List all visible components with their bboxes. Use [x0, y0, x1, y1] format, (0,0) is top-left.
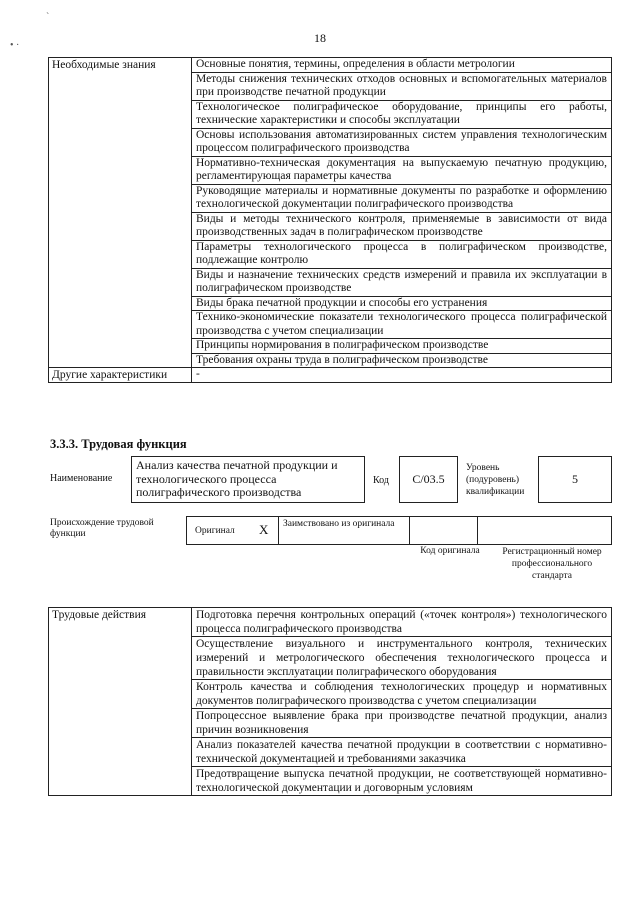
level-value: 5: [572, 472, 578, 486]
original-mark: X: [259, 522, 269, 537]
knowledge-item: Принципы нормирования в полиграфическом производстве: [192, 339, 612, 354]
divider: [409, 517, 410, 544]
section-title: 3.3.3. Трудовая функция: [50, 437, 187, 451]
knowledge-item: Основы использования автоматизированных систем управления технологическим процессом полиграфического производства: [192, 128, 612, 156]
actions-table: [48, 607, 612, 796]
level-box: [538, 456, 612, 503]
knowledge-item: Виды и назначение технических средств измерений и правила их эксплуатации в полиграфическом производстве: [192, 268, 612, 296]
action-item: Контроль качества и соблюдения технологических процедур и нормативных документов полиграфического производства с учетом специализации: [192, 680, 612, 709]
code-original-label: Код оригинала: [420, 546, 480, 556]
other-value: -: [192, 368, 612, 383]
scan-mark: • ·: [10, 40, 20, 51]
code-value: C/03.5: [412, 472, 445, 486]
knowledge-item: Виды брака печатной продукции и способы его устранения: [192, 296, 612, 311]
action-item: Подготовка перечня контрольных операций («точек контроля») технологического процесса полиграфического производства: [192, 608, 612, 637]
knowledge-item: Руководящие материалы и нормативные документы по разработке и оформлению технологической документации полиграфического производства: [192, 184, 612, 212]
knowledge-item: Параметры технологического процесса в полиграфическом производстве, подлежащие контролю: [192, 240, 612, 268]
knowledge-item: Виды и методы технического контроля, применяемые в зависимости от вида производственных задач в полиграфическом производстве: [192, 212, 612, 240]
knowledge-item: Требования охраны труда в полиграфическом производстве: [192, 353, 612, 368]
action-item: Попроцессное выявление брака при производстве печатной продукции, анализ причин возникновения: [192, 709, 612, 738]
knowledge-item: Технико-экономические показатели технологического процесса полиграфической производства с учетом специализации: [192, 311, 612, 339]
knowledge-item: Нормативно-техническая документация на выпускаемую печатную продукцию, регламентирующая параметры качества: [192, 156, 612, 184]
knowledge-table: [48, 57, 612, 383]
action-item: Предотвращение выпуска печатной продукции, не соответствующей нормативно-технологической документации и договорным условиям: [192, 767, 612, 796]
name-box: [131, 456, 365, 503]
actions-label: Трудовые действия: [49, 608, 192, 796]
knowledge-item: Основные понятия, термины, определения в области метрологии: [192, 58, 612, 73]
knowledge-item: Методы снижения технических отходов основных и вспомогательных материалов при производстве печатной продукции: [192, 72, 612, 100]
borrowed-label: Заимствовано из оригинала: [283, 519, 395, 529]
code-label: Код: [373, 475, 389, 486]
original-label: Оригинал: [195, 526, 235, 536]
divider: [477, 517, 478, 544]
knowledge-label: Необходимые знания: [49, 58, 192, 368]
name-value: Анализ качества печатной продукции и технологического процесса полиграфического производства: [136, 458, 338, 499]
origin-label: Происхождение трудовой функции: [50, 518, 154, 539]
scan-mark: `: [46, 12, 50, 23]
other-label: Другие характеристики: [49, 368, 192, 383]
divider: [278, 517, 279, 544]
level-label: Уровень (подуровень) квалификации: [466, 463, 525, 497]
reg-number-label: Регистрационный номер профессионального стандарта: [502, 547, 602, 581]
origin-row: [186, 516, 612, 545]
action-item: Осуществление визуального и инструментального контроля, технических измерений и метрологического обеспечения технологического процесса и правильности эксплуатации полиграфического оборудования: [192, 637, 612, 680]
knowledge-item: Технологическое полиграфическое оборудование, принципы его работы, технические характеристики и способы эксплуатации: [192, 100, 612, 128]
action-item: Анализ показателей качества печатной продукции в соответствии с нормативно-технической документацией и требованиями заказчика: [192, 738, 612, 767]
name-label: Наименование: [50, 473, 113, 484]
page-number: 18: [314, 31, 326, 45]
code-box: [399, 456, 458, 503]
